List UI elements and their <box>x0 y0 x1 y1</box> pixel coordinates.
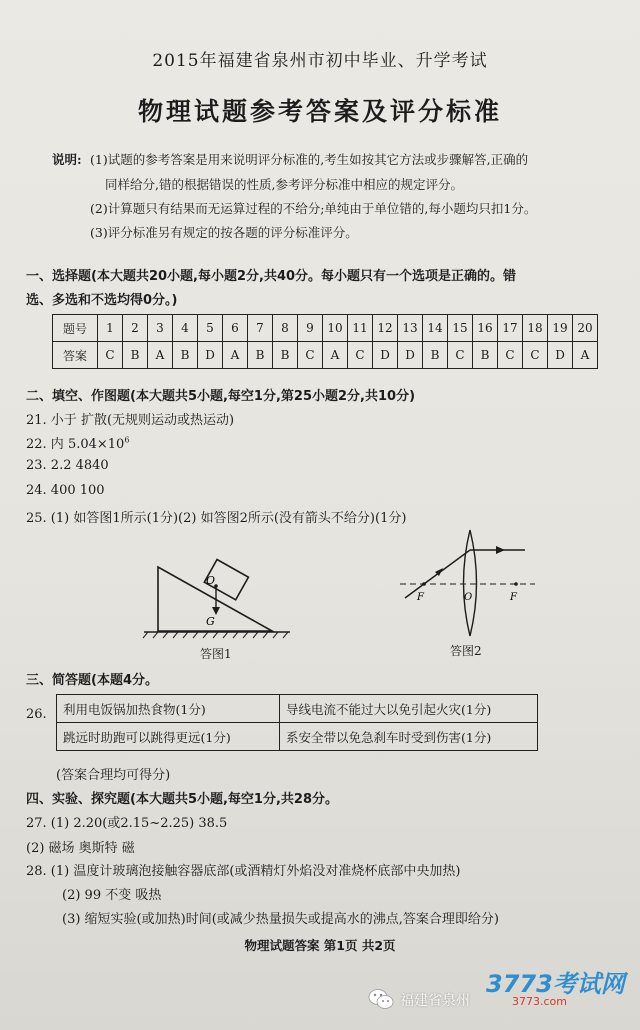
question-number: 8 <box>273 315 298 342</box>
answer-cell: A <box>148 342 173 369</box>
answer-cell: B <box>273 342 298 369</box>
exam-title: 2015年福建省泉州市初中毕业、升学考试 <box>152 51 488 71</box>
answer-q22-text: 22. 内 5.04×10 <box>26 437 125 452</box>
question-number: 10 <box>323 315 348 342</box>
note-1-line-1: (1)试题的参考答案是用来说明评分标准的,考生如按其它方法或步骤解答,正确的 <box>90 152 529 167</box>
answer-q28-part-1: 28. (1) 温度计玻璃泡接触容器底部(或酒精灯外焰没对准烧杯底部中央加热) <box>26 864 461 879</box>
question-number: 18 <box>523 315 548 342</box>
answer-cell: C <box>498 342 523 369</box>
section-1-heading-line-2: 选、多选和不选均得0分。) <box>26 293 178 308</box>
section-3-heading: 三、简答题(本题4分。 <box>26 673 158 688</box>
question-number: 1 <box>98 315 123 342</box>
question-number: 16 <box>473 315 498 342</box>
watermark-account-name: 福建省泉州 <box>400 993 470 1009</box>
q26-cell: 系安全带以免急刹车时受到伤害(1分) <box>280 723 538 751</box>
document-title: 物理试题参考答案及评分标准 <box>137 97 502 126</box>
label-f-right: F <box>510 592 517 603</box>
question-number: 19 <box>548 315 573 342</box>
label-f-left: F <box>417 592 424 603</box>
refracted-ray-arrowhead <box>496 546 505 554</box>
answer-cell: D <box>548 342 573 369</box>
choice-answer-table <box>52 314 598 369</box>
row-header-answer: 答案 <box>53 342 98 369</box>
ground-hatching <box>143 632 288 638</box>
note-2: (2)计算题只有结果而无运算过程的不给分;单纯由于单位错的,每小题均只扣1分。 <box>90 201 537 216</box>
answer-cell: D <box>198 342 223 369</box>
figure-1-caption: 答图1 <box>200 647 232 661</box>
answer-cell: C <box>298 342 323 369</box>
answer-q21: 21. 小于 扩散(无规则运动或热运动) <box>26 413 235 428</box>
answer-q25: 25. (1) 如答图1所示(1分)(2) 如答图2所示(没有箭头不给分)(1分) <box>26 511 407 526</box>
answer-cell: B <box>173 342 198 369</box>
answer-cell: B <box>473 342 498 369</box>
q26-cell: 利用电饭锅加热食物(1分) <box>57 695 280 723</box>
section-4-heading: 四、实验、探究题(本大题共5小题,每空1分,共28分。 <box>26 792 339 807</box>
gravity-arrowhead <box>212 607 220 615</box>
answer-q28-part-2: (2) 99 不变 吸热 <box>62 888 162 903</box>
question-number: 7 <box>248 315 273 342</box>
answer-q22 <box>26 433 129 452</box>
answer-cell: A <box>323 342 348 369</box>
figure-2-lens-diagram <box>395 528 545 638</box>
answer-cell: C <box>448 342 473 369</box>
question-number: 17 <box>498 315 523 342</box>
answer-q27-part-1: 27. (1) 2.20(或2.15~2.25) 38.5 <box>26 816 228 831</box>
question-number-row <box>53 315 598 342</box>
section-1-heading-line-1: 一、选择题(本大题共20小题,每小题2分,共40分。每小题只有一个选项是正确的。错 <box>26 269 517 284</box>
answer-cell: A <box>223 342 248 369</box>
question-26-number: 26. <box>26 707 47 722</box>
answer-cell: B <box>423 342 448 369</box>
answer-cell: B <box>123 342 148 369</box>
question-number: 13 <box>398 315 423 342</box>
note-1-line-2: 同样给分,错的根据错误的性质,参考评分标准中相应的规定评分。 <box>105 177 463 192</box>
label-o-lens: O <box>464 592 473 603</box>
answer-cell: B <box>248 342 273 369</box>
notes-label: 说明: <box>52 152 82 167</box>
watermark-url: 3773.com <box>512 995 567 1008</box>
question-number: 5 <box>198 315 223 342</box>
question-number: 6 <box>223 315 248 342</box>
page-footer: 物理试题答案 第1页 共2页 <box>244 938 396 953</box>
answer-q22-exponent: 6 <box>124 435 130 445</box>
answer-q23: 23. 2.2 4840 <box>26 458 109 473</box>
wechat-icon <box>368 986 394 1012</box>
watermark-logo: 3773考试网 <box>486 970 625 998</box>
question-number: 14 <box>423 315 448 342</box>
label-o: O <box>206 574 216 587</box>
question-number: 12 <box>373 315 398 342</box>
figure-2-caption: 答图2 <box>450 644 482 658</box>
answer-cell: D <box>373 342 398 369</box>
question-number: 15 <box>448 315 473 342</box>
question-number: 11 <box>348 315 373 342</box>
question-number: 4 <box>173 315 198 342</box>
section-2-heading: 二、填空、作图题(本大题共5小题,每空1分,第25小题2分,共10分) <box>26 389 416 404</box>
question-number: 3 <box>148 315 173 342</box>
q26-cell: 跳远时助跑可以跳得更远(1分) <box>57 723 280 751</box>
answer-cell: C <box>348 342 373 369</box>
q26-answer-table <box>56 694 538 751</box>
question-number: 20 <box>573 315 598 342</box>
q26-cell: 导线电流不能过大以免引起火灾(1分) <box>280 695 538 723</box>
answer-cell: A <box>573 342 598 369</box>
label-g: G <box>206 615 215 628</box>
answer-q24: 24. 400 100 <box>26 483 105 498</box>
answer-q27-part-2: (2) 磁场 奥斯特 磁 <box>26 841 135 856</box>
focal-point-left <box>422 582 426 586</box>
q26-note: (答案合理均可得分) <box>56 768 171 783</box>
answer-cell: D <box>398 342 423 369</box>
answer-q28-part-3: (3) 缩短实验(或加热)时间(或减少热量损失或提高水的沸点,答案合理即给分) <box>62 912 499 927</box>
q26-row <box>57 723 538 751</box>
figure-1-incline-diagram <box>140 555 300 640</box>
answer-row <box>53 342 598 369</box>
question-number: 2 <box>123 315 148 342</box>
note-3: (3)评分标准另有规定的按各题的评分标准评分。 <box>90 225 358 240</box>
q26-row <box>57 695 538 723</box>
row-header-question: 题号 <box>53 315 98 342</box>
question-number: 9 <box>298 315 323 342</box>
focal-point-right <box>514 582 518 586</box>
answer-cell: C <box>523 342 548 369</box>
convex-lens <box>464 530 477 636</box>
answer-cell: C <box>98 342 123 369</box>
